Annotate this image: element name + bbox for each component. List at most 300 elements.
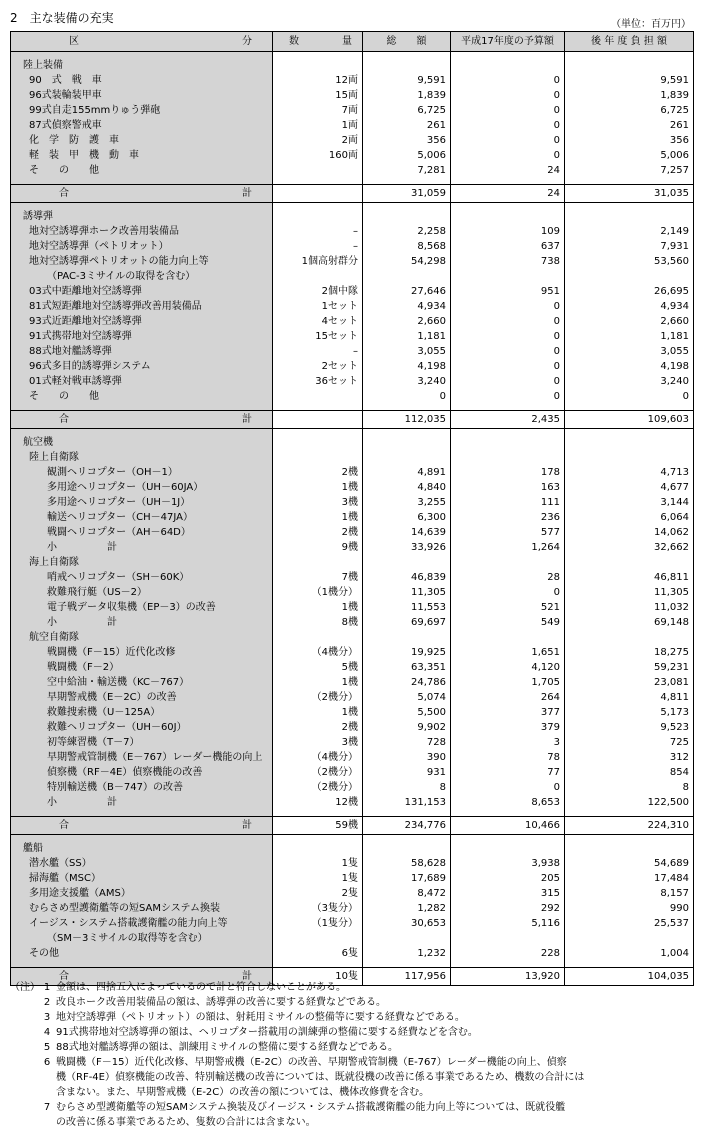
row-future: 5,006 (565, 148, 694, 163)
row-fy17: 0 (451, 73, 565, 88)
row-label: 戦闘ヘリコプター（AH－64D） (11, 525, 273, 540)
row-total: 69,697 (363, 615, 451, 630)
row-label: 潜水艦（SS） (11, 856, 273, 871)
row-quantity: 2隻 (273, 886, 363, 901)
table-row (11, 103, 694, 118)
row-total: 7,281 (363, 163, 451, 178)
note-line (10, 995, 700, 1010)
row-total: 728 (363, 735, 451, 750)
row-future: 53,560 (565, 254, 694, 269)
header-future-burden: 後 年 度 負 担 額 (565, 32, 694, 52)
empty-cell (565, 435, 694, 450)
row-label: 小 計 (11, 615, 273, 630)
table-row (11, 148, 694, 163)
row-future: 6,064 (565, 510, 694, 525)
row-quantity: 5機 (273, 660, 363, 675)
row-quantity: 2機 (273, 525, 363, 540)
table-row (11, 314, 694, 329)
row-label: （PAC-3ミサイルの取得を含む） (11, 269, 273, 284)
row-label: 電子戦データ収集機（EP－3）の改善 (11, 600, 273, 615)
row-total: 4,840 (363, 480, 451, 495)
row-quantity: – (273, 344, 363, 359)
row-fy17 (451, 931, 565, 946)
note-text: むらさめ型護衛艦等の短SAMシステム換装及びイージス・システム搭載護衛艦の能力向上等については、既就役艦 (56, 1102, 566, 1113)
total-label-char: 合 (59, 971, 69, 982)
row-fy17: 0 (451, 344, 565, 359)
total-label-char: 合 (59, 820, 69, 831)
row-total: 4,934 (363, 299, 451, 314)
table-row (11, 690, 694, 705)
row-fy17: 3,938 (451, 856, 565, 871)
row-fy17: 4,120 (451, 660, 565, 675)
row-quantity: 2機 (273, 465, 363, 480)
table-row (11, 163, 694, 178)
row-total: 2,660 (363, 314, 451, 329)
equipment-table (10, 31, 694, 986)
row-quantity: 6隻 (273, 946, 363, 961)
empty-cell (565, 841, 694, 856)
section-title: 艦船 (11, 841, 273, 856)
table-row (11, 675, 694, 690)
section-title-row (11, 841, 694, 856)
row-total: 3,055 (363, 344, 451, 359)
total-quantity (273, 411, 363, 429)
total-fy17: 2,435 (451, 411, 565, 429)
row-label: 地対空誘導弾（ペトリオット） (11, 239, 273, 254)
row-fy17: 292 (451, 901, 565, 916)
row-future: 122,500 (565, 795, 694, 810)
table-row (11, 750, 694, 765)
table-row (11, 555, 694, 570)
total-amount: 117,956 (363, 968, 451, 986)
row-future: 4,713 (565, 465, 694, 480)
table-row (11, 886, 694, 901)
row-label: 地対空誘導弾ペトリオットの能力向上等 (11, 254, 273, 269)
row-label: 96式多目的誘導弾システム (11, 359, 273, 374)
table-row (11, 630, 694, 645)
row-quantity: 1機 (273, 480, 363, 495)
note-prefix (10, 1100, 38, 1115)
row-quantity: 2セット (273, 359, 363, 374)
row-label: 輸送ヘリコプター（CH－47JA） (11, 510, 273, 525)
row-total: 0 (363, 389, 451, 404)
row-future: 7,257 (565, 163, 694, 178)
row-total (363, 630, 451, 645)
row-quantity: 15両 (273, 88, 363, 103)
row-future: 725 (565, 735, 694, 750)
note-line (10, 1010, 700, 1025)
row-fy17: 1,264 (451, 540, 565, 555)
note-prefix (10, 995, 38, 1010)
row-total: 1,282 (363, 901, 451, 916)
row-future: 18,275 (565, 645, 694, 660)
note-number (38, 1085, 56, 1100)
total-label-char: 計 (242, 820, 252, 831)
row-total: 8,472 (363, 886, 451, 901)
row-future: 1,004 (565, 946, 694, 961)
note-text: 含まない。また、早期警戒機（E-2C）の改善の額については、機体改修費を含む。 (56, 1087, 430, 1098)
total-future: 224,310 (565, 817, 694, 835)
row-fy17: 0 (451, 780, 565, 795)
row-label: 93式近距離地対空誘導弾 (11, 314, 273, 329)
row-fy17: 0 (451, 585, 565, 600)
row-future: 9,591 (565, 73, 694, 88)
row-fy17: 0 (451, 103, 565, 118)
total-label (11, 411, 273, 429)
empty-cell (363, 435, 451, 450)
row-label: 96式装輪装甲車 (11, 88, 273, 103)
row-total: 8 (363, 780, 451, 795)
section-title: 航空機 (11, 435, 273, 450)
section-total-row (11, 185, 694, 203)
row-quantity: 1機 (273, 675, 363, 690)
row-label: 99式自走155mmりゅう弾砲 (11, 103, 273, 118)
empty-cell (273, 435, 363, 450)
note-line (10, 1100, 700, 1115)
section-title: 誘導弾 (11, 209, 273, 224)
row-total: 261 (363, 118, 451, 133)
table-row (11, 660, 694, 675)
row-future: 2,149 (565, 224, 694, 239)
table-row (11, 329, 694, 344)
row-future: 69,148 (565, 615, 694, 630)
unit-label: （単位：百万円） (611, 19, 691, 30)
empty-cell (273, 209, 363, 224)
table-row (11, 359, 694, 374)
table-row (11, 133, 694, 148)
row-fy17: 264 (451, 690, 565, 705)
row-fy17: 951 (451, 284, 565, 299)
row-fy17: 521 (451, 600, 565, 615)
table-row (11, 871, 694, 886)
total-quantity: 10隻 (273, 968, 363, 986)
row-quantity: – (273, 239, 363, 254)
row-quantity (273, 389, 363, 404)
row-label: 01式軽対戦車誘導弾 (11, 374, 273, 389)
row-label: 多用途ヘリコプター（UH－60JA） (11, 480, 273, 495)
row-label: 哨戒ヘリコプター（SH－60K） (11, 570, 273, 585)
row-quantity: 1機 (273, 510, 363, 525)
row-quantity: 1両 (273, 118, 363, 133)
row-label: 初等練習機（T－7） (11, 735, 273, 750)
table-row (11, 720, 694, 735)
row-fy17: 178 (451, 465, 565, 480)
total-label-char: 計 (242, 414, 252, 425)
row-fy17: 24 (451, 163, 565, 178)
row-quantity (273, 269, 363, 284)
row-fy17: 228 (451, 946, 565, 961)
row-label: 88式地対艦誘導弾 (11, 344, 273, 359)
row-label: 救難ヘリコプター（UH－60J） (11, 720, 273, 735)
row-future: 7,931 (565, 239, 694, 254)
table-row (11, 299, 694, 314)
table-row (11, 254, 694, 269)
table-row (11, 615, 694, 630)
row-total: 33,926 (363, 540, 451, 555)
row-future: 4,198 (565, 359, 694, 374)
row-future: 3,240 (565, 374, 694, 389)
row-label: 掃海艦（MSC） (11, 871, 273, 886)
row-quantity: （4機分） (273, 645, 363, 660)
total-fy17: 24 (451, 185, 565, 203)
row-total: 390 (363, 750, 451, 765)
row-fy17: 111 (451, 495, 565, 510)
note-prefix (10, 1070, 38, 1085)
section-title-row (11, 58, 694, 73)
row-quantity: 12両 (273, 73, 363, 88)
row-fy17: 5,116 (451, 916, 565, 931)
row-quantity: 4セット (273, 314, 363, 329)
row-quantity: – (273, 224, 363, 239)
row-total: 24,786 (363, 675, 451, 690)
row-total: 14,639 (363, 525, 451, 540)
empty-cell (273, 841, 363, 856)
row-total: 6,300 (363, 510, 451, 525)
empty-cell (565, 209, 694, 224)
row-total (363, 555, 451, 570)
row-total: 58,628 (363, 856, 451, 871)
note-number: 3 (43, 1012, 51, 1023)
note-text: 金額は、四捨五入によっているので計と符合しないことがある。 (56, 982, 346, 993)
row-future (565, 450, 694, 465)
row-quantity (273, 450, 363, 465)
empty-cell (451, 209, 565, 224)
row-quantity: 36セット (273, 374, 363, 389)
row-quantity: （1隻分） (273, 916, 363, 931)
row-future: 8,157 (565, 886, 694, 901)
total-future: 109,603 (565, 411, 694, 429)
row-quantity: 1隻 (273, 871, 363, 886)
note-text: 91式携帯地対空誘導弾の額は、ヘリコプター搭載用の訓練弾の整備に要する経費などを含む。 (56, 1027, 478, 1038)
note-number: 7 (43, 1102, 51, 1113)
table-row (11, 450, 694, 465)
row-total: 5,074 (363, 690, 451, 705)
row-fy17: 0 (451, 359, 565, 374)
row-future: 356 (565, 133, 694, 148)
row-label: 90 式 戦 車 (11, 73, 273, 88)
row-quantity: （4機分） (273, 750, 363, 765)
row-label: その他 (11, 946, 273, 961)
row-future: 1,839 (565, 88, 694, 103)
note-number: 1 (43, 982, 51, 993)
row-label: 救難捜索機（U－125A） (11, 705, 273, 720)
total-future: 31,035 (565, 185, 694, 203)
table-row (11, 780, 694, 795)
row-quantity (273, 555, 363, 570)
row-future: 54,689 (565, 856, 694, 871)
table-row (11, 88, 694, 103)
note-prefix (10, 1115, 38, 1130)
row-fy17: 0 (451, 148, 565, 163)
row-future: 4,677 (565, 480, 694, 495)
page-title: 2 主な装備の充実 (10, 11, 114, 25)
note-line (10, 980, 700, 995)
table-row (11, 901, 694, 916)
note-prefix: （注） (10, 982, 40, 993)
row-quantity: 12機 (273, 795, 363, 810)
row-future: 1,181 (565, 329, 694, 344)
row-fy17: 0 (451, 329, 565, 344)
table-row (11, 224, 694, 239)
row-quantity: （2機分） (273, 780, 363, 795)
row-total (363, 269, 451, 284)
row-future: 2,660 (565, 314, 694, 329)
table-row (11, 525, 694, 540)
row-future: 25,537 (565, 916, 694, 931)
row-future: 4,934 (565, 299, 694, 314)
row-label: そ の 他 (11, 163, 273, 178)
row-label: 海上自衛隊 (11, 555, 273, 570)
section-total-row (11, 411, 694, 429)
table-row (11, 931, 694, 946)
row-quantity: 1機 (273, 705, 363, 720)
row-quantity (273, 931, 363, 946)
empty-cell (363, 209, 451, 224)
row-future: 3,144 (565, 495, 694, 510)
total-label-char: 合 (59, 188, 69, 199)
row-label: 戦闘機（F－2） (11, 660, 273, 675)
table-row (11, 735, 694, 750)
row-label: 救難飛行艇（US－2） (11, 585, 273, 600)
row-quantity: （3隻分） (273, 901, 363, 916)
row-quantity: 3機 (273, 495, 363, 510)
row-quantity: 7両 (273, 103, 363, 118)
total-label-text (59, 817, 252, 834)
total-amount: 112,035 (363, 411, 451, 429)
row-label: 航空自衛隊 (11, 630, 273, 645)
row-quantity (273, 630, 363, 645)
table-row (11, 465, 694, 480)
row-future: 854 (565, 765, 694, 780)
row-future: 990 (565, 901, 694, 916)
row-fy17: 0 (451, 133, 565, 148)
row-future: 0 (565, 389, 694, 404)
row-quantity: 9機 (273, 540, 363, 555)
total-label-text (59, 411, 252, 428)
row-label: 陸上自衛隊 (11, 450, 273, 465)
row-fy17: 0 (451, 88, 565, 103)
row-future: 32,662 (565, 540, 694, 555)
row-label: 偵察機（RF－4E）偵察機能の改善 (11, 765, 273, 780)
empty-cell (273, 58, 363, 73)
row-fy17: 0 (451, 374, 565, 389)
row-fy17 (451, 269, 565, 284)
total-quantity (273, 185, 363, 203)
row-quantity: （2機分） (273, 765, 363, 780)
row-quantity: 1機 (273, 600, 363, 615)
note-prefix (10, 1025, 38, 1040)
table-row (11, 570, 694, 585)
total-label-text (59, 185, 252, 202)
header-fy17-budget: 平成17年度の予算額 (451, 32, 565, 52)
total-label-char: 計 (242, 188, 252, 199)
row-label: 87式偵察警戒車 (11, 118, 273, 133)
row-total: 356 (363, 133, 451, 148)
row-quantity: 1個高射群分 (273, 254, 363, 269)
total-amount: 234,776 (363, 817, 451, 835)
row-future (565, 630, 694, 645)
row-future: 46,811 (565, 570, 694, 585)
table-row (11, 73, 694, 88)
header-category: 区 分 (11, 32, 273, 52)
row-future: 11,032 (565, 600, 694, 615)
row-total: 27,646 (363, 284, 451, 299)
row-future: 8 (565, 780, 694, 795)
total-future: 104,035 (565, 968, 694, 986)
row-fy17: 377 (451, 705, 565, 720)
row-quantity: 160両 (273, 148, 363, 163)
row-total: 11,553 (363, 600, 451, 615)
table-row (11, 389, 694, 404)
row-fy17: 1,705 (451, 675, 565, 690)
row-total: 1,181 (363, 329, 451, 344)
row-fy17: 78 (451, 750, 565, 765)
total-label-char: 合 (59, 414, 69, 425)
row-fy17: 0 (451, 389, 565, 404)
row-total: 5,006 (363, 148, 451, 163)
note-line (10, 1025, 700, 1040)
table-row (11, 795, 694, 810)
row-future: 23,081 (565, 675, 694, 690)
row-total: 131,153 (363, 795, 451, 810)
row-quantity: （2機分） (273, 690, 363, 705)
row-quantity: 2個中隊 (273, 284, 363, 299)
row-label: 軽 装 甲 機 動 車 (11, 148, 273, 163)
row-label: 特別輸送機（B－747）の改善 (11, 780, 273, 795)
row-total: 6,725 (363, 103, 451, 118)
row-total: 54,298 (363, 254, 451, 269)
row-future: 9,523 (565, 720, 694, 735)
note-prefix (10, 1040, 38, 1055)
row-label: 観測ヘリコプター（OH－1） (11, 465, 273, 480)
row-label: 81式短距離地対空誘導弾改善用装備品 (11, 299, 273, 314)
row-fy17: 0 (451, 299, 565, 314)
empty-cell (451, 841, 565, 856)
row-quantity: 1セット (273, 299, 363, 314)
row-total: 2,258 (363, 224, 451, 239)
row-label: 早期警戒機（E－2C）の改善 (11, 690, 273, 705)
table-row (11, 239, 694, 254)
notes (10, 980, 700, 1130)
row-quantity: 7機 (273, 570, 363, 585)
row-fy17 (451, 555, 565, 570)
row-future: 4,811 (565, 690, 694, 705)
total-amount: 31,059 (363, 185, 451, 203)
table-row (11, 118, 694, 133)
row-fy17: 315 (451, 886, 565, 901)
row-total (363, 931, 451, 946)
section-title-row (11, 209, 694, 224)
row-label: むらさめ型護衛艦等の短SAMシステム換装 (11, 901, 273, 916)
table-row (11, 856, 694, 871)
note-prefix (10, 1055, 38, 1070)
row-fy17: 236 (451, 510, 565, 525)
row-label: 早期警戒管制機（E－767）レーダー機能の向上 (11, 750, 273, 765)
row-label: 多用途ヘリコプター（UH－1J） (11, 495, 273, 510)
table-row (11, 585, 694, 600)
table-row (11, 540, 694, 555)
row-total: 63,351 (363, 660, 451, 675)
table-row (11, 645, 694, 660)
table-row (11, 916, 694, 931)
row-total: 3,240 (363, 374, 451, 389)
row-future: 3,055 (565, 344, 694, 359)
row-fy17: 163 (451, 480, 565, 495)
table-row (11, 480, 694, 495)
row-label: 戦闘機（F－15）近代化改修 (11, 645, 273, 660)
section-title-row (11, 435, 694, 450)
section-total-row (11, 817, 694, 835)
